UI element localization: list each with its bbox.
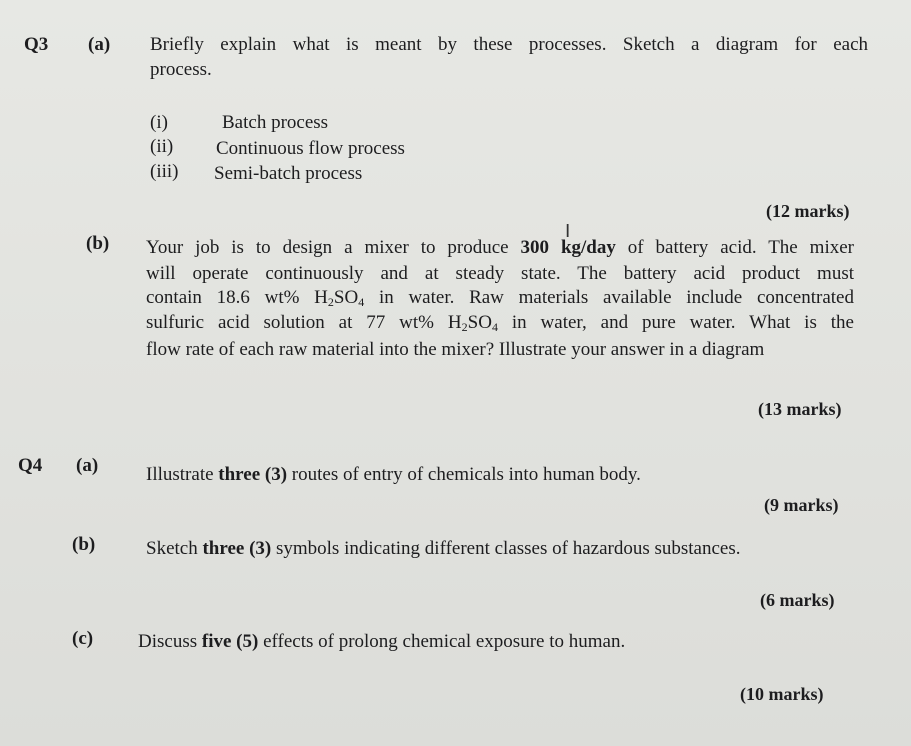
q3b-marks: (13 marks) bbox=[758, 399, 842, 419]
text-cursor-icon: I bbox=[565, 221, 571, 242]
q3b-question-line4: sulfuric acid solution at 77 wt% $H_2SO_4$ in water, and pure water. What is the bbox=[146, 312, 854, 334]
part-label-q4a: (a) bbox=[76, 455, 99, 476]
q3a-marks: (12 marks) bbox=[766, 201, 850, 221]
part-label-q4b: (b) bbox=[72, 534, 96, 555]
q3a-question-line2: process. bbox=[150, 59, 212, 80]
q3b-question-line1: Your job is to design a mixer to produce 300 kg/day of battery acid. The mixer bbox=[146, 237, 854, 258]
q3a-question-line1: Briefly explain what is meant by these processes. Sketch a diagram for each bbox=[150, 34, 868, 55]
q3b-question-line2: will operate continuously and at steady state. The battery acid product must bbox=[146, 263, 854, 284]
q3a-item-3-text: Semi-batch process bbox=[214, 163, 363, 184]
question-number-q3: Q3 bbox=[24, 34, 49, 55]
q3a-item-1-text: Batch process bbox=[222, 112, 329, 133]
q4b-question: Sketch three (3) symbols indicating different classes of hazardous substances. bbox=[146, 538, 741, 559]
q4c-question: Discuss five (5) effects of prolong chemical exposure to human. bbox=[138, 631, 626, 652]
q4a-marks: (9 marks) bbox=[764, 495, 839, 515]
q4c-marks: (10 marks) bbox=[740, 684, 824, 704]
question-number-q4: Q4 bbox=[18, 455, 43, 476]
q3a-item-3-number: (iii) bbox=[150, 161, 179, 182]
part-label-q3a: (a) bbox=[88, 34, 111, 55]
q3a-item-2-text: Continuous flow process bbox=[216, 138, 405, 159]
part-label-q3b: (b) bbox=[86, 233, 110, 254]
q3b-quantity: 300 kg/day bbox=[520, 237, 616, 258]
q3a-item-1-number: (i) bbox=[150, 112, 168, 133]
q4b-marks: (6 marks) bbox=[760, 590, 835, 610]
part-label-q4c: (c) bbox=[72, 628, 94, 649]
q3b-question-line3: contain 18.6 wt% $H_2SO_4$ in water. Raw materials available include concentrated bbox=[146, 287, 854, 309]
q4a-question: Illustrate three (3) routes of entry of chemicals into human body. bbox=[146, 464, 641, 485]
q3b-question-line5: flow rate of each raw material into the mixer? Illustrate your answer in a diagram bbox=[146, 339, 765, 360]
q3a-item-2-number: (ii) bbox=[150, 136, 174, 157]
